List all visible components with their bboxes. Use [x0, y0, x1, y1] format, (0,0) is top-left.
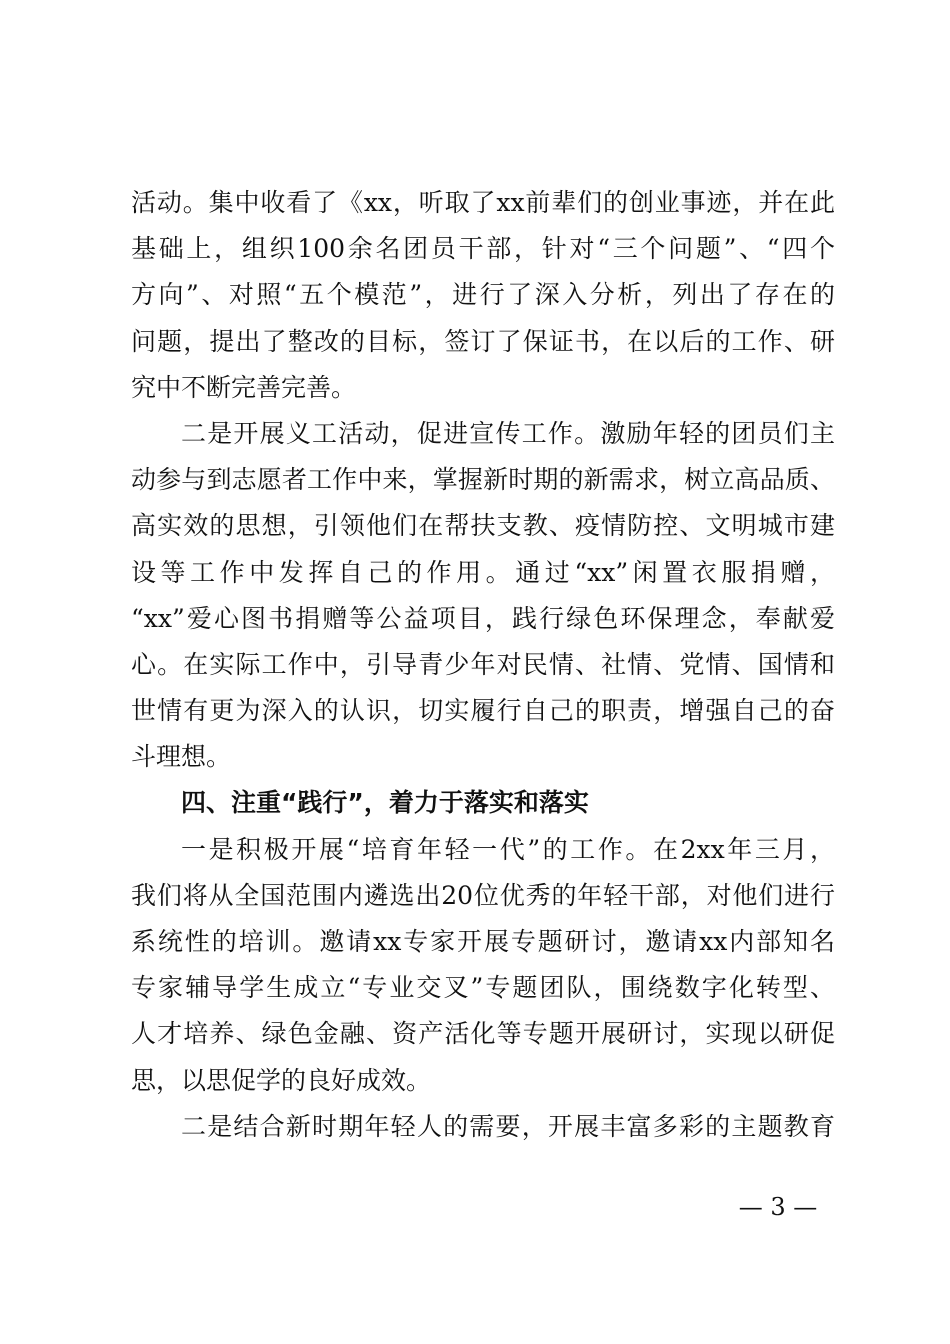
text-line: 人才培养、绿色金融、资产活化等专题开展研讨，实现以研促 — [131, 1019, 835, 1049]
text-line: 活动。集中收看了《xx，听取了xx前辈们的创业事迹，并在此 — [131, 188, 835, 217]
paragraph-start-line: 二是结合新时期年轻人的需要，开展丰富多彩的主题教育 — [181, 1111, 835, 1141]
text-line: 方向”、对照“五个模范”，进行了深入分析，列出了存在的 — [131, 280, 835, 310]
text-line: 心。在实际工作中，引导青少年对民情、社情、党情、国情和 — [131, 649, 835, 679]
text-line: 思，以思促学的良好成效。 — [131, 1065, 432, 1095]
text-line: 高实效的思想，引领他们在帮扶支教、疫情防控、文明城市建 — [131, 511, 835, 541]
text-line: 世情有更为深入的认识，切实履行自己的职责，增强自己的奋 — [131, 696, 835, 726]
text-line: 专家辅导学生成立“专业交叉”专题团队，围绕数字化转型、 — [131, 973, 835, 1003]
paragraph-start-line: 二是开展义工活动，促进宣传工作。激励年轻的团员们主 — [181, 418, 835, 448]
text-line: 基础上，组织100余名团员干部，针对“三个问题”、“四个 — [131, 234, 835, 264]
page-number: — 3 — — [738, 1193, 818, 1221]
body-text — [131, 180, 835, 1150]
text-line: 斗理想。 — [131, 742, 232, 772]
text-line: 究中不断完善完善。 — [131, 372, 357, 402]
text-line: 动参与到志愿者工作中来，掌握新时期的新需求，树立高品质、 — [131, 465, 835, 495]
text-line: 设等工作中发挥自己的作用。通过“xx”闲置衣服捐赠， — [131, 557, 835, 587]
text-line: 系统性的培训。邀请xx专家开展专题研讨，邀请xx内部知名 — [131, 927, 835, 956]
text-line: “xx”爱心图书捐赠等公益项目，践行绿色环保理念，奉献爱 — [131, 603, 835, 633]
paragraph-start-line: 一是积极开展“培育年轻一代”的工作。在2xx年三月， — [181, 834, 835, 864]
text-line: 问题，提出了整改的目标，签订了保证书，在以后的工作、研 — [131, 326, 835, 356]
section-heading: 四、注重“践行”，着力于落实和落实 — [181, 788, 589, 818]
text-line: 我们将从全国范围内遴选出20位优秀的年轻干部，对他们进行 — [131, 880, 835, 910]
